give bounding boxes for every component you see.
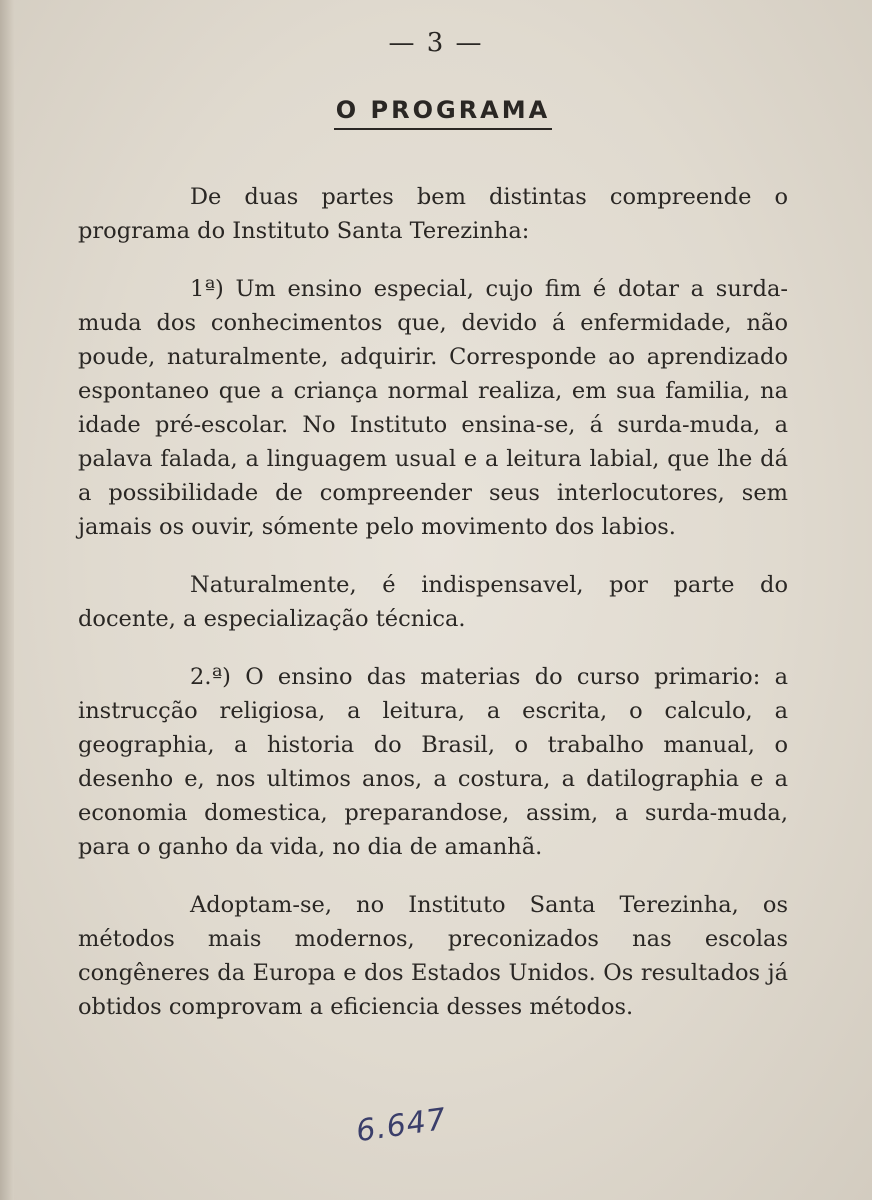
paragraph-methods: Adoptam-se, no Instituto Santa Terezinha, os métodos mais modernos, preconizados nas escolas congêneres da Europa e dos Estados Unidos. Os resultados já obtidos comprovam a eficiencia desses métodos. xyxy=(78,892,788,1020)
handwritten-note: 6.647 xyxy=(354,1101,449,1150)
page-title: O PROGRAMA xyxy=(334,96,552,130)
body-text xyxy=(78,180,788,1024)
paragraph-intro: De duas partes bem distintas compreende o programa do Instituto Santa Terezinha: xyxy=(78,184,788,244)
page-number: — 3 — xyxy=(388,28,484,58)
binding-edge xyxy=(0,0,14,1200)
page-title-wrapper xyxy=(0,96,872,130)
paragraph-specialization: Naturalmente, é indispensavel, por parte do docente, a especialização técnica. xyxy=(78,572,788,632)
paragraph-part-two: 2.ª) O ensino das materias do curso primario: a instrucção religiosa, a leitura, a escrita, o calculo, a geographia, a historia do Brasil, o trabalho manual, o desenho e, nos ultimos anos, a costura, a datilographia e a economia domestica, preparandose, assim, a surda-muda, para o ganho da vida, no dia de amanhã. xyxy=(78,664,788,860)
paragraph-part-one: 1ª) Um ensino especial, cujo fim é dotar a surda-muda dos conhecimentos que, devido á enfermidade, não poude, naturalmente, adquirir. Corresponde ao aprendizado espontaneo que a criança normal realiza, em sua familia, na idade pré-escolar. No Instituto ensina-se, á surda-muda, a palava falada, a linguagem usual e a leitura labial, que lhe dá a possibilidade de compreender seus interlocutores, sem jamais os ouvir, sómente pelo movimento dos labios. xyxy=(78,276,788,540)
